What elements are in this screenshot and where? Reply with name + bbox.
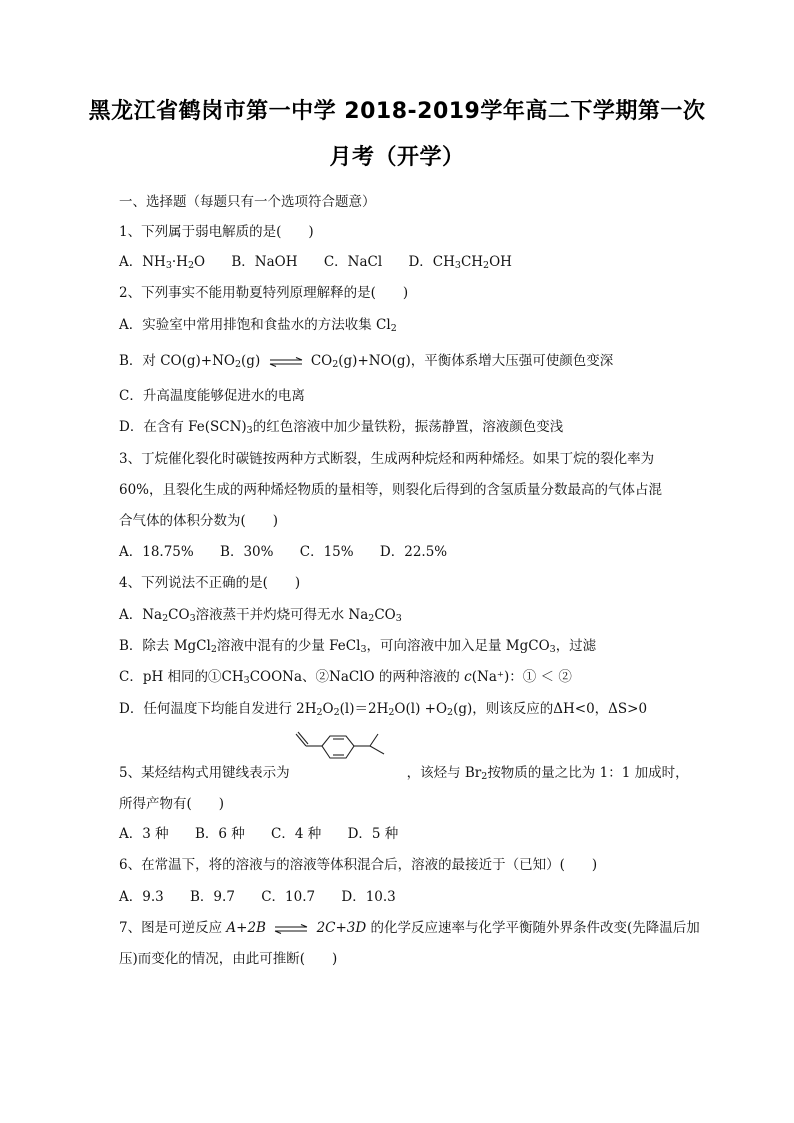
question-3-line3: 合气体的体积分数为( ) bbox=[119, 513, 279, 529]
q5-option-d: D．5 种 bbox=[347, 826, 399, 842]
question-7-line2: 压)而变化的情况，由此可推断( ) bbox=[119, 951, 338, 967]
q6-option-d: D．10.3 bbox=[341, 889, 396, 905]
equilibrium-arrow-icon bbox=[274, 924, 308, 934]
q4-option-d: D．任何温度下均能自发进行 $2H_2O_2(l)=2H_2O(l) +O_2(g)$，则该反应的ΔH<0，ΔS>0 bbox=[119, 701, 648, 718]
q1-option-b: B．NaOH bbox=[231, 254, 298, 270]
question-4-stem: 4、下列说法不正确的是( ) bbox=[119, 575, 301, 591]
page-title-line1: 黑龙江省鹤岗市第一中学 2018-2019学年高二下学期第一次 bbox=[88, 99, 706, 124]
question-1-options bbox=[119, 250, 534, 271]
q1-option-d: D．$CH_3CH_2OH$ bbox=[408, 254, 512, 271]
question-6-stem: 6、在常温下，将的溶液与的溶液等体积混合后，溶液的最接近于（已知）( ) bbox=[119, 857, 598, 873]
question-3-line2: 60%，且裂化生成的两种烯烃物质的量相等，则裂化后得到的含氢质量分数最高的气体占混 bbox=[119, 482, 663, 498]
q3-option-b: B．30% bbox=[220, 544, 274, 560]
q2-option-a: A．实验室中常用排饱和食盐水的方法收集 $Cl_2$ bbox=[119, 317, 397, 334]
question-7-line1: 7、图是可逆反应 A+2B 2C+3D 的化学反应速率与化学平衡随外界条件改变(先降温后加 bbox=[119, 920, 700, 936]
q5-option-c: C．4 种 bbox=[271, 826, 322, 842]
q6-option-c: C．10.7 bbox=[261, 889, 316, 905]
q1-option-c: C．NaCl bbox=[323, 254, 383, 270]
question-2-stem: 2、下列事实不能用勒夏特列原理解释的是( ) bbox=[119, 285, 409, 301]
equilibrium-arrow-icon bbox=[269, 357, 303, 367]
q4-option-c: C．pH 相同的$①CH_3COONa$、②NaClO 的两种溶液的 c(Na⁺)：① ＜ ② bbox=[119, 669, 572, 686]
q4-option-b: B．除去 MgCl$_2$溶液中混有的少量 FeCl$_3$，可向溶液中加入足量 MgCO$_3$，过滤 bbox=[119, 638, 597, 655]
question-3-line1: 3、丁烷催化裂化时碳链按两种方式断裂，生成两种烷烃和两种烯烃。如果丁烷的裂化率为 bbox=[119, 451, 655, 467]
q1-option-a: A．$NH_3\cdot H_2O$ bbox=[119, 254, 206, 271]
page-title-line2: 月考（开学） bbox=[329, 145, 465, 170]
q3-option-a: A．18.75% bbox=[119, 544, 194, 560]
question-6-options bbox=[119, 885, 418, 905]
q2-option-c: C．升高温度能够促进水的电离 bbox=[119, 388, 305, 404]
q2-option-b: B．对 $CO(g)+NO_2(g)$ $CO_2(g)+NO(g)$，平衡体系增大压强可使颜色变深 bbox=[119, 353, 614, 370]
q4-option-a: A．$Na_2CO_3$溶液蒸干并灼烧可得无水 $Na_2CO_3$ bbox=[119, 607, 402, 624]
question-3-options bbox=[119, 540, 469, 560]
q3-option-d: D．22.5% bbox=[379, 544, 448, 560]
question-5-options bbox=[119, 822, 420, 842]
question-1-stem: 1、下列属于弱电解质的是( ) bbox=[119, 224, 314, 240]
q6-option-a: A．9.3 bbox=[119, 889, 164, 905]
q5-option-a: A．3 种 bbox=[119, 826, 169, 842]
q3-option-c: C．15% bbox=[299, 544, 354, 560]
question-5-line1: 5、某烃结构式用键线表示为 ，该烃与 $Br_2$按物质的量之比为 1：1 加成时， bbox=[119, 765, 689, 782]
section-heading: 一、选择题（每题只有一个选项符合题意） bbox=[119, 194, 376, 210]
question-5-line2: 所得产物有( ) bbox=[119, 796, 225, 812]
q5-option-b: B．6 种 bbox=[194, 826, 245, 842]
q2-option-d: D．在含有 $Fe(SCN)_3$的红色溶液中加少量铁粉，振荡静置，溶液颜色变浅 bbox=[119, 419, 564, 436]
q6-option-b: B．9.7 bbox=[190, 889, 235, 905]
